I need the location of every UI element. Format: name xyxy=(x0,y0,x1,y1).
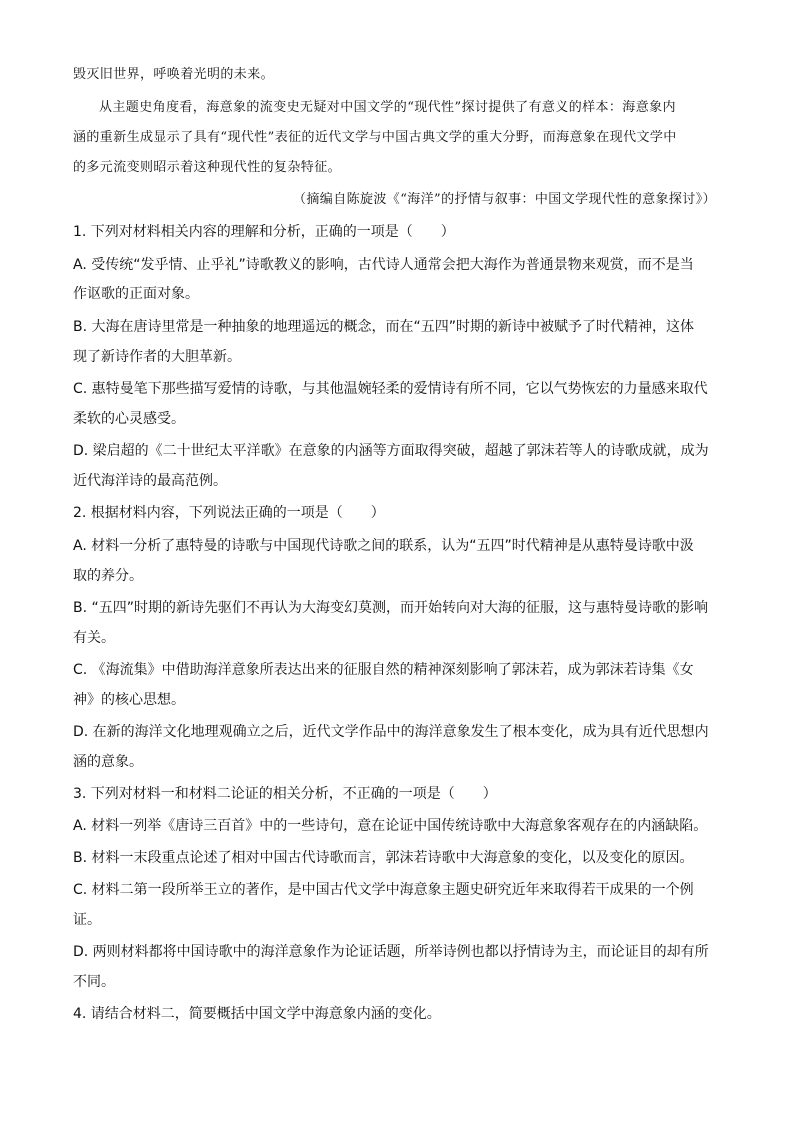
option-1d: D. 梁启超的《二十世纪太平洋歌》在意象的内涵等方面取得突破，超越了郭沫若等人的诗歌成就，成为 xyxy=(73,443,709,459)
question-stem-4: 4. 请结合材料二，简要概括中国文学中海意象内涵的变化。 xyxy=(73,1006,441,1022)
option-2c: C. 《海流集》中借助海洋意象所表达出来的征服自然的精神深刻影响了郭沫若，成为郭沫若诗集《女 xyxy=(73,662,694,678)
option-3a: A. 材料一列举《唐诗三百首》中的一些诗句，意在论证中国传统诗歌中大海意象客观存在的内涵缺陷。 xyxy=(73,818,708,834)
passage-line: 毁灭旧世界，呼唤着光明的未来。 xyxy=(73,67,275,82)
passage-line: 涵的重新生成显示了具有“现代性”表征的近代文学与中国古典文学的重大分野，而海意象在现代文学中 xyxy=(73,130,677,145)
option-1b: B. 大海在唐诗里常是一种抽象的地理遥远的概念，而在“五四”时期的新诗中被赋予了时代精神，这体 xyxy=(73,319,695,335)
passage-line: 从主题史角度看，海意象的流变史无疑对中国文学的“现代性”探讨提供了有意义的样本：海意象内 xyxy=(99,100,676,115)
passage-source: （摘编自陈旋波《“海洋”的抒情与叙事：中国文学现代性的意象探讨》） xyxy=(293,192,716,207)
question-stem-3: 3. 下列对材料一和材料二论证的相关分析，不正确的一项是（ ） xyxy=(73,786,497,802)
option-1a-cont: 作讴歌的正面对象。 xyxy=(73,286,199,302)
option-1a: A. 受传统“发乎情、止乎礼”诗歌教义的影响，古代诗人通常会把大海作为普通景物来观赏，而不是当 xyxy=(73,257,694,273)
option-3c: C. 材料二第一段所举王立的著作，是中国古代文学中海意象主题史研究近年来取得若干成果的一个例 xyxy=(73,882,694,898)
option-1c: C. 惠特曼笔下那些描写爱情的诗歌，与其他温婉轻柔的爱情诗有所不同，它以气势恢宏的力量感来取代 xyxy=(73,381,708,397)
option-2b-cont: 有关。 xyxy=(73,630,115,646)
option-3c-cont: 证。 xyxy=(73,912,101,928)
option-2c-cont: 神》的核心思想。 xyxy=(73,692,185,708)
option-3d-cont: 不同。 xyxy=(73,974,115,990)
passage-line: 的多元流变则昭示着这种现代性的复杂特征。 xyxy=(73,160,342,175)
option-3d: D. 两则材料都将中国诗歌中的海洋意象作为论证话题，所举诗例也都以抒情诗为主，而论证目的却有所 xyxy=(73,944,709,960)
option-2b: B. “五四”时期的新诗先驱们不再认为大海变幻莫测，而开始转向对大海的征服，这与惠特曼诗歌的影响 xyxy=(73,600,709,616)
option-1c-cont: 柔软的心灵感受。 xyxy=(73,411,185,427)
option-2a-cont: 取的养分。 xyxy=(73,568,143,584)
option-1d-cont: 近代海洋诗的最高范例。 xyxy=(73,473,227,489)
option-2d: D. 在新的海洋文化地理观确立之后，近代文学作品中的海洋意象发生了根本变化，成为具有近代思想内 xyxy=(73,724,709,740)
question-stem-1: 1. 下列对材料相关内容的理解和分析，正确的一项是（ ） xyxy=(73,224,455,240)
option-2a: A. 材料一分析了惠特曼的诗歌与中国现代诗歌之间的联系，认为“五四”时代精神是从惠特曼诗歌中汲 xyxy=(73,538,694,554)
option-3b: B. 材料一末段重点论述了相对中国古代诗歌而言，郭沫若诗歌中大海意象的变化，以及变化的原因。 xyxy=(73,850,694,866)
option-2d-cont: 涵的意象。 xyxy=(73,754,143,770)
question-stem-2: 2. 根据材料内容，下列说法正确的一项是（ ） xyxy=(73,505,385,521)
option-1b-cont: 现了新诗作者的大胆革新。 xyxy=(73,349,241,365)
